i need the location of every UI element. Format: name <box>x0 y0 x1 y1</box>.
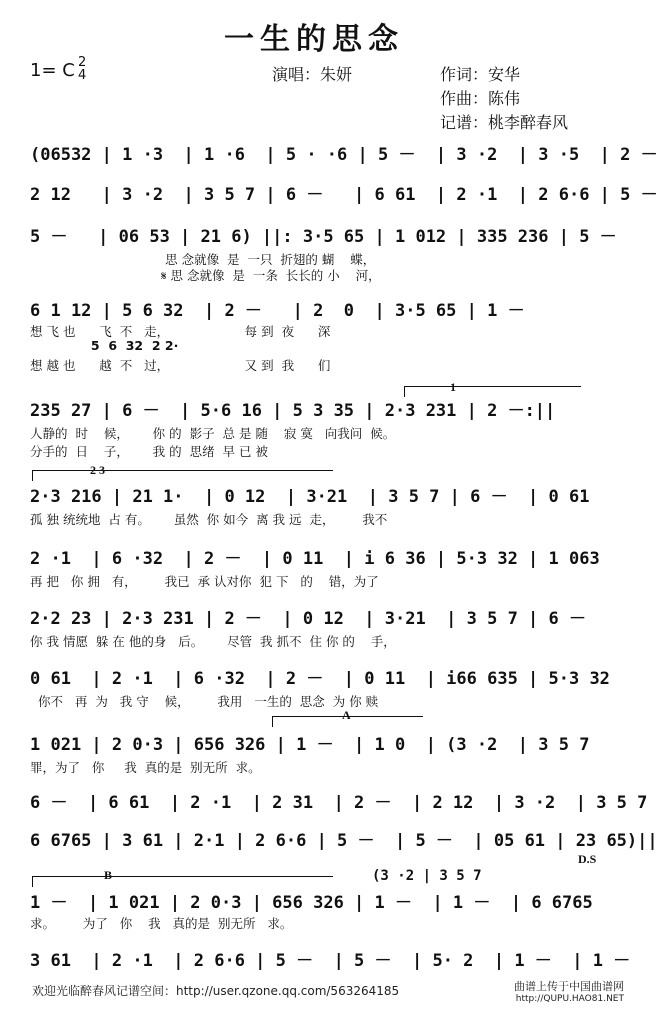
lyric-line: 你 我 情愿 躲 在 他的身 后。 尽管 我 抓不 住 你 的 手， <box>30 634 396 649</box>
singer-credit: 演唱：朱妍 <box>272 65 353 84</box>
section-b-bracket <box>32 876 333 887</box>
notation-row: 2·3 216 | 21 1· | 0 12 | 3·21 | 3 5 7 | 6 － | 0 61 <box>30 487 590 507</box>
lyric-line: 再 把 你 拥 有， 我已 承 认对你 犯 下 的 错，为了 <box>30 574 379 589</box>
notation-row: 6 6765 | 3 61 | 2·1 | 2 6·6 | 5 － | 5 － | 05 61 | 23 65)|| <box>30 831 658 851</box>
lyric-line: 求。 为了 你 我 真的是 别无所 求。 <box>30 916 293 931</box>
notation-row: 235 27 | 6 － | 5·6 16 | 5 3 35 | 2·3 231 | 2 －:|| <box>30 401 556 421</box>
notation-row: (06532 | 1 ·3 | 1 ·6 | 5 · ·6 | 5 － | 3 ·2 | 3 ·5 | 2 － <box>30 145 658 165</box>
footer-watermark <box>514 980 624 1006</box>
coda-inline: (3 ·2 | 3 5 7 <box>372 868 482 884</box>
lyric-line: 你不 再 为 我 守 候， 我用 一生的 思念 为 你 赎 <box>30 694 379 709</box>
lyric-line: 想 飞 也 飞 不 走， 每 到 夜 深 <box>30 324 331 339</box>
key-signature: 1= C <box>30 60 75 81</box>
watermark-line2: http://QUPU.HAO81.NET <box>515 994 624 1004</box>
notation-row: 6 1 12 | 5 6 32 | 2 － | 2 0 | 3·5 65 | 1 － <box>30 301 525 321</box>
watermark-line1: 曲谱上传于中国曲谱网 <box>514 980 624 993</box>
page-title: 一生的思念 <box>224 22 404 57</box>
lyric-line: 人静的 时 候， 你 的 影子 总 是 随 寂 寞 向我问 候。 <box>30 426 396 441</box>
notation-row: 1 － | 1 021 | 2 0·3 | 656 326 | 1 － | 1 － | 6 6765 <box>30 893 593 913</box>
composer-credit: 作曲：陈伟 <box>440 89 521 108</box>
notation-row: 5 － | 06 53 | 21 6) ||: 3·5 65 | 1 012 | 335 236 | 5 － <box>30 227 617 247</box>
ds-marker: D.S <box>578 852 597 866</box>
notation-row: 2 12 | 3 ·2 | 3 5 7 | 6 － | 6 61 | 2 ·1 | 2 6·6 | 5 － <box>30 185 658 205</box>
time-signature <box>78 56 86 82</box>
volta-1-label: 1 <box>450 380 456 394</box>
lyricist-credit: 作词：安华 <box>440 65 521 84</box>
notation-row: 0 61 | 2 ·1 | 6 ·32 | 2 － | 0 11 | i66 635 | 5·3 32 <box>30 669 610 689</box>
lyric-line: 思 念就像 是 一只 折翅的 蝴 蝶， <box>30 252 376 267</box>
lyric-line: 想 越 也 越 不 过， 又 到 我 们 <box>30 358 331 373</box>
footer-credit: 欢迎光临醉春风记谱空间：http://user.qzone.qq.com/563264185 <box>32 984 400 998</box>
notation-row: 1 021 | 2 0·3 | 656 326 | 1 － | 1 0 | (3 ·2 | 3 5 7 <box>30 735 590 755</box>
time-sig-bottom: 4 <box>78 68 87 83</box>
section-b-label: B <box>104 868 113 882</box>
volta-2-label: 2 3 <box>90 463 105 477</box>
notation-row: 2 ·1 | 6 ·32 | 2 － | 0 11 | i 6 36 | 5·3 32 | 1 063 <box>30 549 600 569</box>
notation-row: 2·2 23 | 2·3 231 | 2 － | 0 12 | 3·21 | 3 5 7 | 6 － <box>30 609 586 629</box>
volta-2-bracket <box>32 470 333 481</box>
time-sig-top: 2 <box>78 55 87 70</box>
transcriber-credit: 记谱：桃李醉春风 <box>440 113 569 132</box>
section-a-label: A <box>342 708 351 722</box>
lyric-line: 孤 独 统统地 占 有。 虽然 你 如今 离 我 远 走， 我不 <box>30 512 388 527</box>
notation-row: 3 61 | 2 ·1 | 2 6·6 | 5 － | 5 － | 5· 2 | 1 － | 1 － <box>30 951 631 971</box>
notation-row: 6 － | 6 61 | 2 ·1 | 2 31 | 2 － | 2 12 | 3 ·2 | 3 5 7 <box>30 793 648 813</box>
lyric-line: 罪，为了 你 我 真的是 别无所 求。 <box>30 760 261 775</box>
harmony-line: 5 6 32 2 2· <box>30 338 179 353</box>
lyric-line: 𝄋 思 念就像 是 一条 长长的 小 河， <box>30 268 381 283</box>
lyric-line: 分手的 日 子， 我 的 思绪 早 已 被 <box>30 444 268 459</box>
